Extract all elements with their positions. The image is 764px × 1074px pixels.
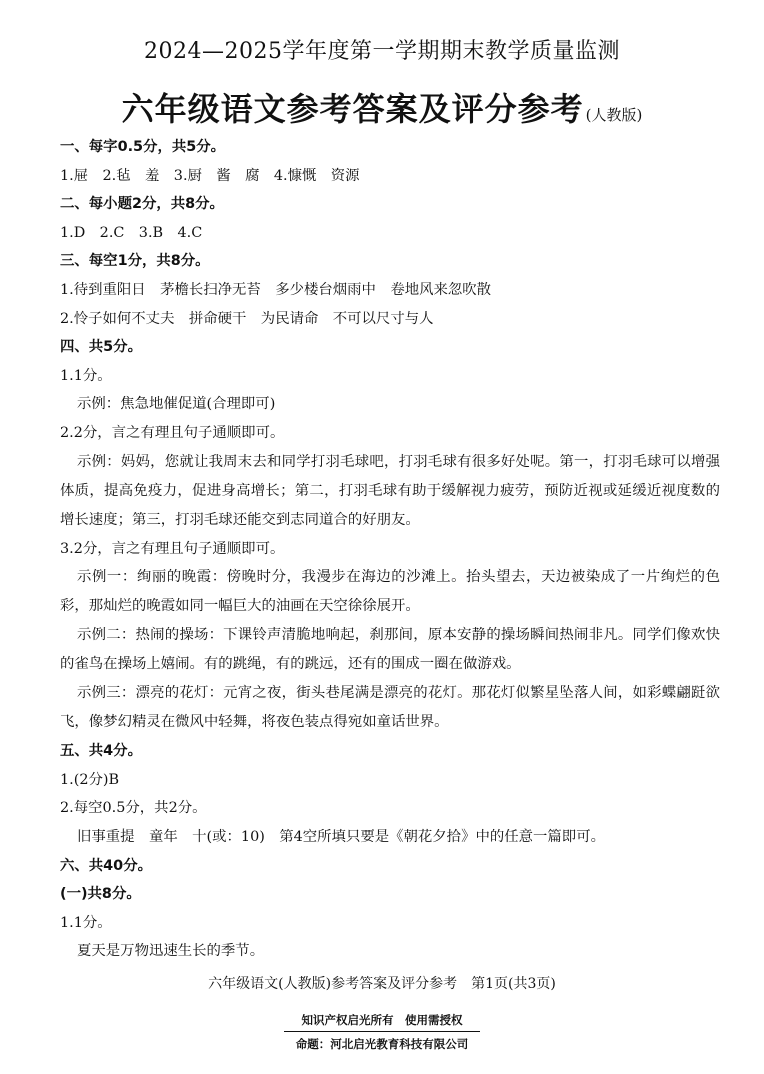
section-4-q3-example-1: 示例一：绚丽的晚霞：傍晚时分，我漫步在海边的沙滩上。抬头望去，天边被染成了一片绚烂的色彩，那灿烂的晚霞如同一幅巨大的油画在天空徐徐展开。 [60,569,720,615]
copyright-notice [284,1012,480,1052]
document-title [0,84,764,130]
author-line: 命题：河北启光教育科技有限公司 [295,1037,469,1051]
section-4-q3: 3.2分，言之有理且句子通顺即可。 [60,540,285,557]
section-4-q2-example: 示例：妈妈，您就让我周末去和同学打羽毛球吧，打羽毛球有很多好处呢。第一，打羽毛球可以增强体质，提高免疫力，促进身高增长；第二，打羽毛球有助于缓解视力疲劳，预防近视或延缓近视度数的增长速度；第三，打羽毛球还能交到志同道合的好朋友。 [60,453,720,528]
section-6-q1: 1.1分。 [60,914,112,931]
section-1-heading: 一、每字0.5分，共5分。 [60,139,226,155]
section-5-q2: 2.每空0.5分，共2分。 [60,800,207,817]
section-2-answers: 1.D 2.C 3.B 4.C [60,224,203,241]
section-5-heading: 五、共4分。 [60,743,142,760]
section-5-q2-answers: 旧事重提 童年 十(或：10) 第4空所填只要是《朝花夕拾》中的任意一篇即可。 [77,828,605,845]
section-6-part-1-heading: (一)共8分。 [60,886,141,903]
page-footer: 六年级语文(人教版)参考答案及评分参考 第1页(共3页) [208,976,556,992]
section-5-q1: 1.(2分)B [60,771,120,788]
copyright-line: 知识产权启光所有 使用需授权 [284,1012,480,1032]
exam-term-title: 2024—2025学年度第一学期期末教学质量监测 [144,39,620,64]
section-6-heading: 六、共40分。 [60,857,152,874]
section-3-answer-2: 2.怜子如何不丈夫 拼命硬干 为民请命 不可以尺寸与人 [60,310,434,327]
answer-body [60,133,720,966]
section-4-q2: 2.2分，言之有理且句子通顺即可。 [60,424,285,441]
title-main: 六年级语文参考答案及评分参考 [121,90,584,128]
section-4-q3-example-2: 示例二：热闹的操场：下课铃声清脆地响起，刹那间，原本安静的操场瞬间热闹非凡。同学们像欢快的雀鸟在操场上嬉闹。有的跳绳，有的跳远，还有的围成一圈在做游戏。 [60,627,720,673]
section-6-q1-answer: 夏天是万物迅速生长的季节。 [77,943,265,960]
section-4-q3-example-3: 示例三：漂亮的花灯：元宵之夜，街头巷尾满是漂亮的花灯。那花灯似繁星坠落人间，如彩蝶翩跹欲飞，像梦幻精灵在微风中轻舞，将夜色装点得宛如童话世界。 [60,685,720,731]
section-3-answer-1: 1.待到重阳日 茅檐长扫净无苔 多少楼台烟雨中 卷地风来忽吹散 [60,281,492,298]
section-1-answers: 1.屉 2.毡 羞 3.厨 酱 腐 4.慷慨 资源 [60,167,360,184]
section-3-heading: 三、每空1分，共8分。 [60,253,210,270]
section-4-q1-example: 示例：焦急地催促道(合理即可) [77,396,276,413]
section-4-heading: 四、共5分。 [60,339,142,356]
title-edition: (人教版) [585,106,643,124]
section-4-q1: 1.1分。 [60,367,112,384]
section-2-heading: 二、每小题2分，共8分。 [60,196,224,213]
